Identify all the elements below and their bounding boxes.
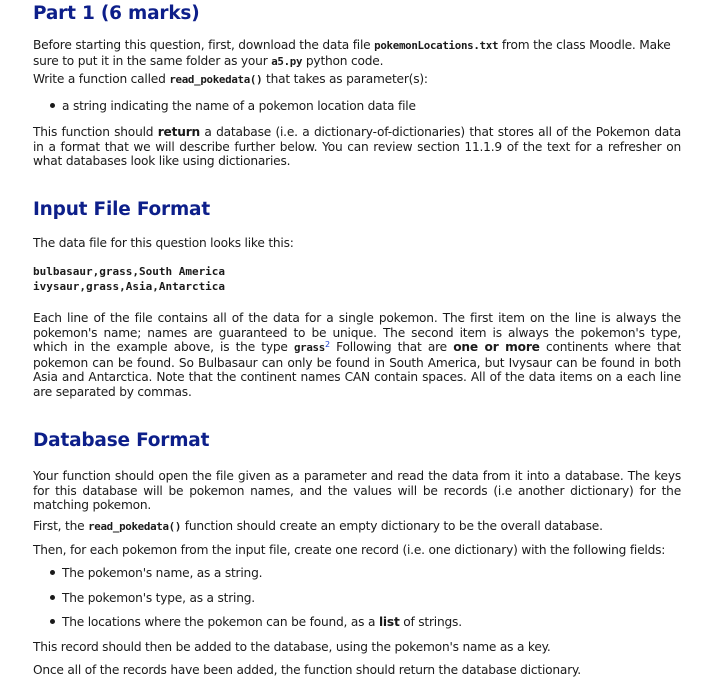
code-sample [33,264,681,294]
list-item: The pokemon's type, as a string. [33,591,681,606]
list-item: a string indicating the name of a pokemon location data file [33,99,681,114]
list-item: The locations where the pokemon can be found, as a list of strings. [33,615,681,630]
database-add-paragraph: This record should then be added to the database, using the pokemon's name as a key. [33,640,551,654]
input-format-heading: Input File Format [33,199,210,220]
database-format-heading: Database Format [33,430,210,451]
code-line: bulbasaur,grass,South America [33,265,226,278]
database-record-paragraph: Then, for each pokemon from the input file, create one record (i.e. one dictionary) with the following fields: [33,543,666,557]
part1-function-paragraph: Write a function called read_pokedata() that takes as parameter(s): [33,72,428,86]
database-create-paragraph: First, the read_pokedata() function should create an empty dictionary to be the overall database. [33,519,603,533]
input-format-intro: The data file for this question looks like this: [33,236,294,250]
list-item: The pokemon's name, as a string. [33,566,681,581]
a5-filename-code: a5.py [271,54,303,68]
database-format-paragraph: Your function should open the file given as a parameter and read the data from it into a database. The keys for this database will be pokemon names, and the values will be records (i.e another dictionary) for the matching pokemon. [33,469,681,513]
input-format-description: Each line of the file contains all of the data for a single pokemon. The first item on the line is always the pokemon's name; names are guaranteed to be unique. The second item is always the pokemon's type, which in the example above, is the type grass$^2$ Following that are one or more continents where that pokemon can be found. So Bulbasaur can only be found in South America, but Ivysaur can be found in both Asia and Antarctica. Note that the continent names CAN contain spaces. All of the data items on a each line are separated by commas. [33,311,681,399]
record-fields-list [33,566,681,630]
type-grass-code: grass [293,341,325,355]
data-filename-code: pokemonLocations.txt [374,39,499,52]
part1-heading: Part 1 (6 marks) [33,3,200,24]
function-name-code: read_pokedata() [169,73,263,86]
code-line: ivysaur,grass,Asia,Antarctica [33,280,226,293]
footnote-marker[interactable]: 2 [324,340,330,350]
part1-download-paragraph: Before starting this question, first, download the data file pokemonLocations.txt from the class Moodle. Make sure to put it in the same folder as your a5.py python code. [33,38,671,68]
part1-return-paragraph: This function should return a database (i.e. a dictionary-of-dictionaries) that stores all of the Pokemon data in a format that we will describe further below. You can review section 11.1.9 of the text for a refresher on what databases look like using dictionaries. [33,125,681,169]
database-return-paragraph: Once all of the records have been added, the function should return the database dictionary. [33,663,581,677]
parameter-list [33,99,681,114]
function-name-code: read_pokedata() [88,520,182,533]
